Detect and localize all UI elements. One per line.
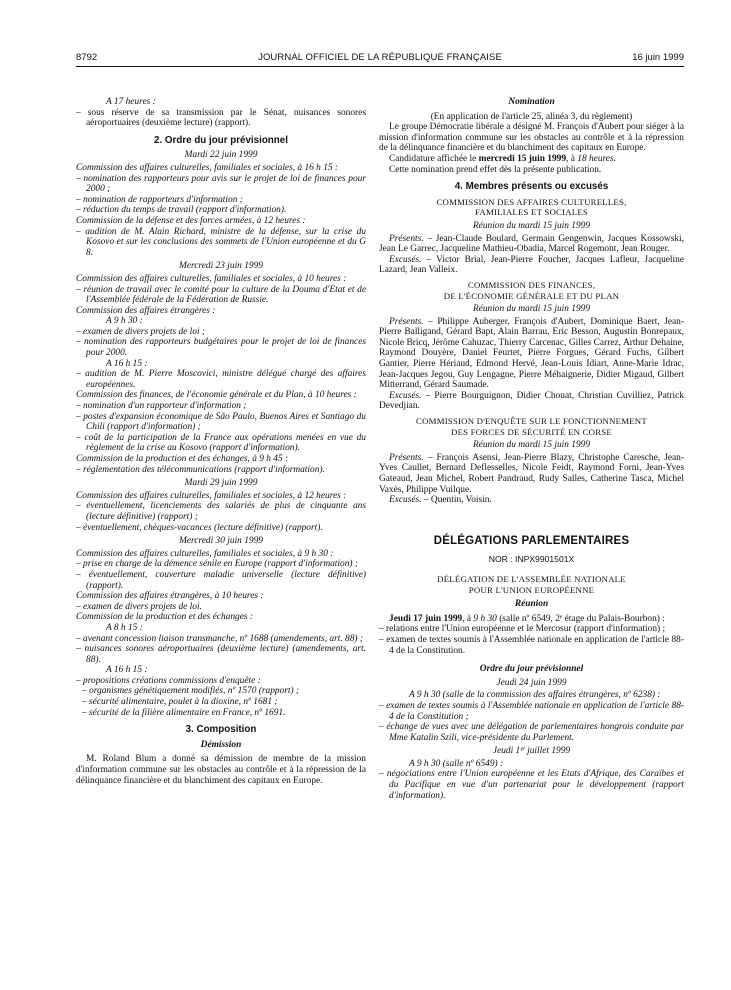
body-paragraph: Le groupe Démocratie libérale a désigné M. François d'Aubert pour siéger à la mission d'information commune sur les obstacles au contrôle et à la répression de la délinquance financière et du blanchiment des capitaux en Europe. — [379, 122, 684, 154]
meeting-date: Réunion du mardi 15 juin 1999 — [472, 220, 591, 231]
page-header — [76, 50, 684, 66]
agenda-date: Mercredi 23 juin 1999 — [179, 261, 263, 272]
agenda-item: – coût de la participation de la France aux opérations menées en vue du règlement de la crise au Kosovo (rapport d'information). — [76, 432, 366, 454]
agenda-item: – réunion de travail avec le comité pour la culture de la Douma d'Etat et de l'Assemblée fédérale de la Fédération de Russie. — [76, 284, 366, 306]
agenda-item: – audition de M. Pierre Moscovici, ministre délégué chargé des affaires européennes. — [76, 369, 366, 390]
agenda-date: Mardi 29 juin 1999 — [184, 478, 258, 489]
time-label: A 9 h 30 (salle nº 6549) : — [409, 758, 504, 769]
time-label: A 9 h 30 (salle de la commission des affaires étrangères, nº 6238) : — [409, 690, 661, 701]
nor-reference: NOR : INPX9901501X — [488, 554, 575, 565]
time-label: A 16 h 15 : — [106, 665, 148, 676]
excused-list: Excusés. – Quentin, Voisin. — [389, 495, 492, 506]
section-title: 3. Composition — [185, 724, 257, 736]
agenda-item: – audition de M. Alain Richard, ministre de la défense, sur la crise du Kosovo et sur les conclusions des sommets de l'Union européenne et du G 8. — [76, 226, 366, 258]
section-title: 4. Membres présents ou excusés — [454, 181, 609, 193]
agenda-item: – relations entre l'Union européenne et le Mercosur (rapport d'information) ; — [379, 624, 666, 635]
agenda-item: – examen de divers projets de loi ; — [76, 326, 206, 337]
agenda-subitem: – sécurité alimentaire, poulet à la dioxine, nº 1681 ; — [82, 697, 278, 708]
right-column — [379, 97, 684, 801]
commission-name: COMMISSION D'ENQUÊTE SUR LE FONCTIONNEMENT — [416, 416, 647, 427]
subsection-title: Ordre du jour prévisionnel — [479, 664, 584, 675]
time-label: A 17 heures : — [106, 97, 156, 107]
agenda-item: – réduction du temps de travail (rapport d'information). — [76, 205, 287, 216]
agenda-item: – réglementation des télécommunications (rapport d'information). — [76, 464, 325, 475]
commission-name: FAMILIALES ET SOCIALES — [474, 207, 589, 218]
agenda-item: – négociations entre l'Union européenne et les Etats d'Afrique, des Caraïbes et du Pacifique en vue d'un partenariat pour le développement (rapport d'information). — [379, 769, 684, 801]
agenda-item: – éventuellement, couverture maladie universelle (lecture définitive) (rapport). — [76, 569, 366, 591]
body-paragraph: M. Roland Blum a donné sa démission de membre de la mission d'information commune sur les obstacles au contrôle et à la répression de la délinquance financière et du blanchiment des capitaux en Europe. — [76, 754, 366, 786]
commission-heading: Commission des finances, de l'économie générale et du Plan, à 10 heures : — [76, 390, 357, 401]
agenda-date: Mercredi 30 juin 1999 — [179, 536, 263, 547]
journal-title: JOURNAL OFFICIEL DE LA RÉPUBLIQUE FRANÇAISE — [258, 52, 502, 63]
time-label: A 8 h 15 : — [106, 622, 143, 633]
commission-heading: Commission de la production et des échanges, à 9 h 45 : — [76, 454, 289, 464]
agenda-item: – nuisances sonores aéroportuaires (deuxième lecture) (amendements, art. 88). — [76, 644, 366, 665]
agenda-date: Jeudi 1ᵉʳ juillet 1999 — [492, 746, 571, 757]
agenda-item: – examen de textes soumis à l'Assemblée nationale en application de l'article 88-4 de la Constitution. — [379, 634, 684, 656]
present-list: Présents. – Jean-Claude Boulard, Germain Gengenwin, Jacques Kossowski, Jean Le Garrec, Jacqueline Mathieu-Obadia, Marcel Rogemont, Jean Rouger. — [379, 233, 684, 255]
agenda-item: – éventuellement, chèques-vacances (lecture définitive) (rapport). — [76, 522, 323, 533]
commission-name: DE L'ÉCONOMIE GÉNÉRALE ET DU PLAN — [443, 290, 620, 301]
commission-name: COMMISSION DES AFFAIRES CULTURELLES, — [436, 196, 627, 207]
candidature-line: Candidature affichée le mercredi 15 juin 1999, à 18 heures. — [389, 153, 616, 164]
commission-heading: Commission des affaires étrangères : — [76, 305, 216, 316]
agenda-item: – nomination d'un rapporteur d'information ; — [76, 401, 247, 412]
subsection-title: Nomination — [508, 97, 555, 107]
header-date: 16 juin 1999 — [632, 52, 684, 63]
subsection-title: Démission — [200, 739, 242, 750]
time-label: A 9 h 30 : — [106, 316, 143, 327]
subsection-title: Réunion — [514, 599, 549, 610]
body-paragraph: Cette nomination prend effet dès la présente publication. — [389, 164, 602, 175]
agenda-item: – prise en charge de la démence sénile en Europe (rapport d'information) ; — [76, 559, 358, 570]
agenda-date: Mardi 22 juin 1999 — [184, 150, 258, 161]
delegation-name: POUR L'UNION EUROPÉENNE — [468, 584, 595, 595]
commission-heading: Commission de la production et des échanges : — [76, 612, 253, 623]
time-label: A 16 h 15 : — [106, 358, 148, 369]
agenda-item: – postes d'expansion économique de São Paulo, Buenos Aires et Santiago du Chili (rapport d'information) ; — [76, 411, 366, 433]
agenda-item: – nomination des rapporteurs pour avis sur le projet de loi de finances pour 2000 ; — [76, 173, 366, 195]
meeting-date: Réunion du mardi 15 juin 1999 — [472, 440, 591, 451]
agenda-item: – nomination de rapporteurs d'information ; — [76, 194, 243, 205]
header-rule — [76, 66, 684, 67]
agenda-subitem: – sécurité de la filière alimentaire en France, nº 1691. — [82, 707, 286, 718]
left-column — [76, 97, 366, 786]
commission-name: COMMISSION DES FINANCES, — [467, 279, 596, 290]
excused-list: Excusés. – Victor Brial, Jean-Pierre Foucher, Jacques Lafleur, Jacqueline Lazard, Jean Valleix. — [379, 254, 684, 276]
agenda-item: – propositions créations commissions d'enquête : — [76, 675, 261, 686]
meeting-date: Réunion du mardi 15 juin 1999 — [472, 304, 591, 315]
reference-note: (En application de l'article 25, alinéa 3, du règlement) — [430, 111, 633, 122]
commission-heading: Commission des affaires étrangères, à 10 heures : — [76, 591, 264, 602]
agenda-subitem: – organismes génétiquement modifiés, nº 1570 (rapport) ; — [82, 686, 300, 697]
agenda-item: – nomination des rapporteurs budgétaires pour le projet de loi de finances pour 2000. — [76, 337, 366, 359]
page-number: 8792 — [76, 52, 98, 63]
meeting-line: Jeudi 17 juin 1999, à 9 h 30 (salle nº 6549, 2ᵉ étage du Palais-Bourbon) : — [389, 613, 665, 624]
commission-heading: Commission des affaires culturelles, familiales et sociales, à 12 heures : — [76, 490, 347, 501]
delegations-title: DÉLÉGATIONS PARLEMENTAIRES — [433, 534, 630, 547]
commission-heading: Commission de la défense et des forces armées, à 12 heures : — [76, 215, 306, 226]
agenda-item: – avenant concession liaison transmanche, nº 1688 (amendements, art. 88) ; — [76, 633, 363, 644]
commission-heading: Commission des affaires culturelles, familiales et sociales, à 9 h 30 : — [76, 548, 334, 559]
present-list: Présents. – Philippe Auberger, François d'Aubert, Dominique Baert, Jean-Pierre Balligand, Gérard Bapt, Alain Barrau, Eric Besson, Augustin Bonrepaux, Nicole Bricq, Jérôme Cahuzac, Thierry Carcenac, Gilles Carrez, Arthur Dehaine, Raymond Douyère, Daniel Feurtet, Pierre Forgues, Gérard Fuchs, Gilbert Gantier, Pierre Hériaud, Edmond Hervé, Jean-Louis Idiart, Anne-Marie Idrac, Jean-Jacques Jegou, Guy Lengagne, Pierre Méhaignerie, Didier Migaud, Gilbert Mitterrand, Gérard Saumade. — [379, 316, 684, 391]
commission-heading: Commission des affaires culturelles, familiales et sociales, à 16 h 15 : — [76, 162, 339, 173]
section-title: 2. Ordre du jour prévisionnel — [154, 134, 288, 146]
agenda-item: – examen de textes soumis à l'Assemblée nationale en application de l'article 88-4 de la Constitution ; — [379, 700, 684, 722]
agenda-item: – échange de vues avec une délégation de parlementaires hongrois conduite par Mme Katalin Szili, vice-présidente du Parlement. — [379, 722, 684, 743]
agenda-date: Jeudi 24 juin 1999 — [496, 677, 567, 688]
present-list: Présents. – François Asensi, Jean-Pierre Blazy, Christophe Caresche, Jean-Yves Caullet, Bernard Deflesselles, Nicole Feidt, Raymond Forni, Jean-Yves Gateaud, Jean Michel, Robert Pandraud, Rudy Salles, Catherine Tasca, Michel Vaxès, Philippe Vuilque. — [379, 452, 684, 495]
agenda-item: – sous réserve de sa transmission par le Sénat, nuisances sonores aéroportuaires (deuxième lecture) (rapport). — [76, 107, 366, 129]
agenda-item: – examen de divers projets de loi. — [76, 601, 202, 612]
delegation-name: DÉLÉGATION DE L'ASSEMBLÉE NATIONALE — [437, 573, 626, 584]
commission-name: DES FORCES DE SÉCURITÉ EN CORSE — [451, 426, 612, 437]
excused-list: Excusés. – Pierre Bourguignon, Didier Chouat, Christian Cuvilliez, Patrick Devedjian. — [379, 390, 684, 412]
commission-heading: Commission des affaires culturelles, familiales et sociales, à 10 heures : — [76, 273, 347, 284]
agenda-item: – éventuellement, licenciements des salariés de plus de cinquante ans (lecture définitive) (rapport) ; — [76, 501, 366, 522]
